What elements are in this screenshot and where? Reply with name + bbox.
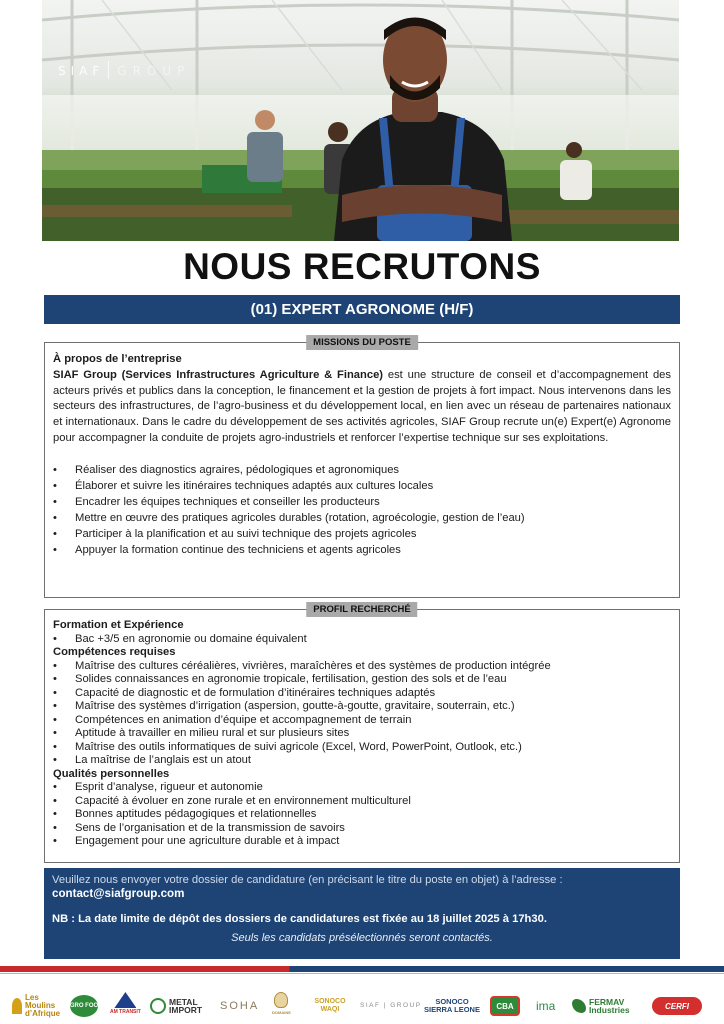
partner-name: SONOCO WAQI [314,998,346,1013]
profile-section [44,604,680,863]
domaine-icon [274,992,288,1008]
list-item: • Solides connaissances en agronomie tropicale, fertilisation, gestion des sols et de l’eau [53,673,671,687]
list-item: • Maîtrise des outils informatiques de suivi agricole (Excel, Word, PowerPoint, Outlook, etc.) [53,741,671,755]
list-item: • Participer à la planification et au suivi technique des projets agricoles [53,526,671,542]
list-item: • Appuyer la formation continue des techniciens et agents agricoles [53,542,671,558]
list-item: • Aptitude à travailler en milieu rural et sur plusieurs sites [53,727,671,741]
logo-group: GROUP [117,64,191,78]
company-text: est une structure de conseil et d’accompagnement des acteurs privés et publics dans la conception, le financement et la gestion de projets à fort impact. Nous intervenons dans les secteurs des infrastructures, de l’agro-business et du développement local, en lien avec un réseau de partenaires nationaux et internationaux. Dans le cadre du développement de ses activités agricoles, SIAF Group recrute un(e) Expert(e) Agronome pour accompagner la conduite de projets agro-industriels et renforcer l’expertise technique sur ses exploitations. [53,368,671,444]
competences-list [53,660,671,768]
partner-logo [424,992,480,1020]
list-item: • Compétences en animation d’équipe et accompagnement de terrain [53,714,671,728]
partner-logo [65,992,103,1020]
metal-import-icon [150,998,166,1014]
list-item: • Élaborer et suivre les itinéraires techniques adaptés aux cultures locales [53,478,671,494]
color-stripe [0,966,724,972]
partner-logo [272,992,291,1020]
qualites-heading: Qualités personnelles [53,767,170,780]
list-item: • Sens de l’organisation et de la transmission de savoirs [53,822,671,836]
missions-tag: MISSIONS DU POSTE [306,335,418,350]
partner-name: SONOCO SIERRA LEONE [424,997,480,1014]
list-item: • Réaliser des diagnostics agraires, pédologiques et agronomiques [53,462,671,478]
company-description [53,368,671,447]
hero-photo [42,0,679,241]
partner-name: AGRO FOOD [70,995,98,1017]
list-item: • Bonnes aptitudes pédagogiques et relationnelles [53,808,671,822]
profile-tag: PROFIL RECHERCHÉ [306,602,417,617]
deadline-note: NB : La date limite de dépôt des dossiers de candidatures est fixée au 18 juillet 2025 à 17h30. [52,913,547,925]
partner-name: ima [536,999,556,1013]
formation-list [53,633,671,647]
am-mark-icon [114,992,136,1008]
list-item: • Esprit d’analyse, rigueur et autonomie [53,781,671,795]
partner-logo [310,992,350,1020]
list-item: • Bac +3/5 en agronomie ou domaine équivalent [53,633,671,647]
partner-logo [536,992,555,1020]
partner-name: FERMAV Industries [589,997,630,1015]
partner-logo [150,992,209,1020]
list-item: • Encadrer les équipes techniques et conseiller les producteurs [53,494,671,510]
company-name: SIAF Group (Services Infrastructures Agriculture & Finance) [53,368,384,381]
job-title-bar: (01) EXPERT AGRONOME (H/F) [44,295,680,324]
contact-email-link[interactable]: contact@siafgroup.com [52,887,185,900]
partner-name: CBA [490,996,520,1016]
qualites-list [53,781,671,849]
partner-logo [360,992,422,1020]
partner-name: SIAF | GROUP [360,1002,422,1009]
partner-name: METAL IMPORT [169,997,203,1015]
list-item: • Maîtrise des systèmes d’irrigation (aspersion, goutte-à-goutte, gravitaire, souterrain, etc.) [53,700,671,714]
partner-name: DOMAINE [272,1010,291,1015]
greenhouse-illustration [42,0,679,241]
missions-section [44,337,680,598]
divider [0,973,724,974]
partner-name: CERFI [652,997,702,1015]
list-item: • Mettre en œuvre des pratiques agricoles durables (rotation, agroécologie, gestion de l’eau) [53,510,671,526]
application-block [44,868,680,959]
partner-name: AM TRANSIT [110,1009,141,1015]
missions-list [53,462,671,558]
partner-name: SOHA [220,1000,260,1012]
leaf-icon [572,999,586,1013]
partner-logo [110,992,141,1020]
partner-logo [12,992,67,1020]
wheat-icon [12,998,22,1014]
logo-brand: SIAF [58,64,105,78]
list-item: • Capacité de diagnostic et de formulation d’itinéraires techniques adaptés [53,687,671,701]
partner-logo [572,992,639,1020]
list-item: • Maîtrise des cultures céréalières, vivrières, maraîchères et des systèmes de production intégrée [53,660,671,674]
list-item: • Engagement pour une agriculture durable et à impact [53,835,671,849]
selection-note: Seuls les candidats présélectionnés seront contactés. [231,932,493,944]
application-instructions: Veuillez nous envoyer votre dossier de candidature (en précisant le titre du poste en objet) à l’adresse : [52,874,563,886]
page-title: NOUS RECRUTONS [183,246,541,287]
partner-name: Les Moulins d’Afrique [25,993,61,1018]
formation-heading: Formation et Expérience [53,619,184,631]
partner-logos [10,992,714,1022]
list-item: • La maîtrise de l’anglais est un atout [53,754,671,768]
about-heading: À propos de l’entreprise [53,353,182,365]
list-item: • Capacité à évoluer en zone rurale et en environnement multiculturel [53,795,671,809]
partner-logo [490,992,520,1020]
siaf-logo [58,61,190,79]
competences-heading: Compétences requises [53,646,176,658]
partner-logo [652,992,702,1020]
partner-logo [220,992,259,1020]
